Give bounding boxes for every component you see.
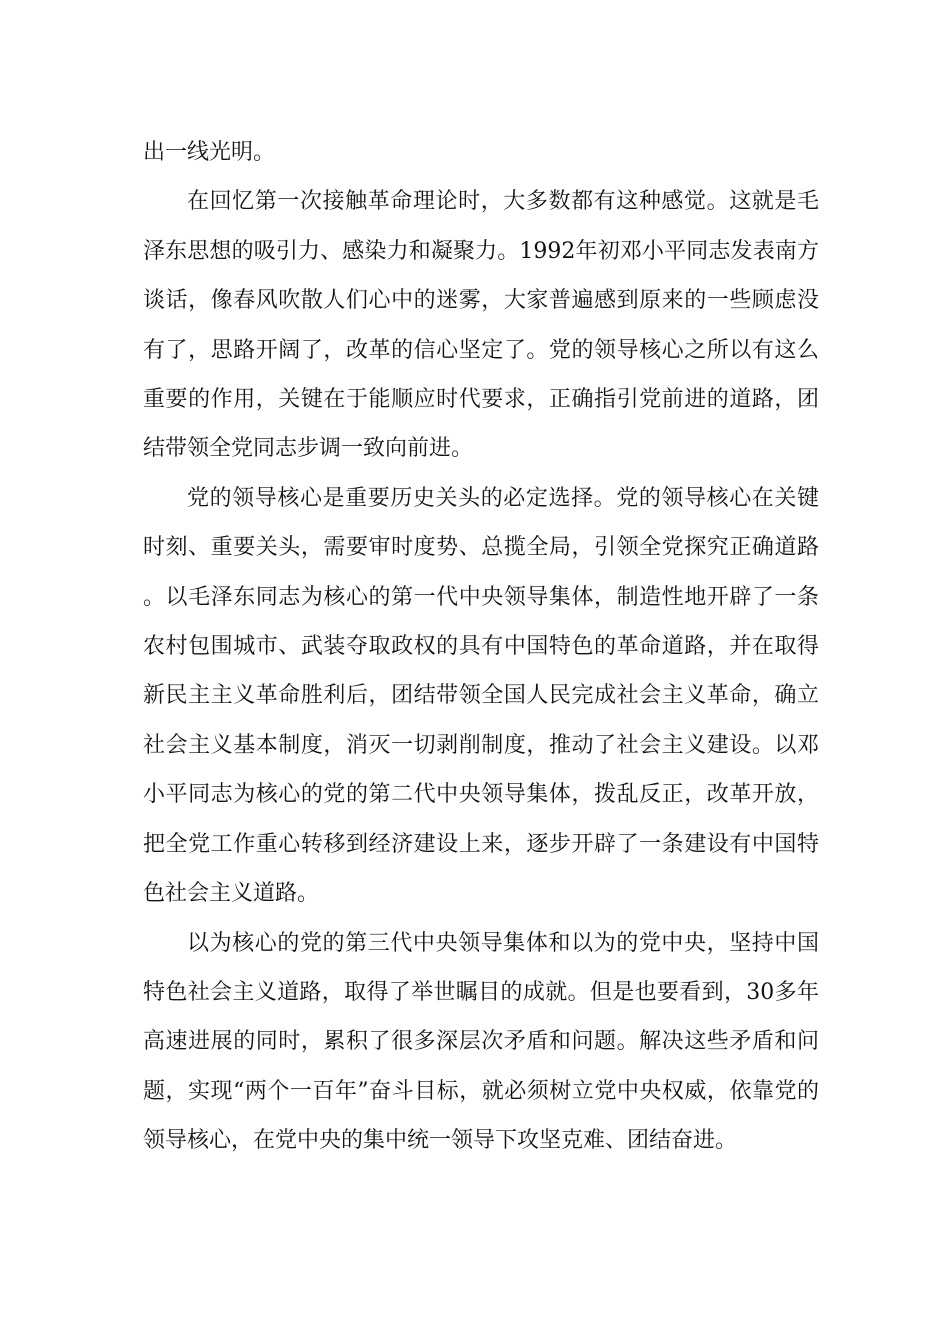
paragraph-1: 出一线光明。 [143, 140, 276, 165]
paragraph-4: 以为核心的党的第三代中央领导集体和以为的党中央，坚持中国特色社会主义道路，取得了举世瞩目的成就。但是也要看到，30多年高速进展的同时，累积了很多深层次矛盾和问题。解决这些矛盾和问题，实现“两个一百年”奋斗目标，就必须树立党中央权威，依靠党的领导核心，在党中央的集中统一领导下攻坚克难、团结奋进。 [143, 930, 819, 1154]
paragraph-3: 党的领导核心是重要历史关头的必定选择。党的领导核心在关键时刻、重要关头，需要审时度势、总揽全局，引领全党探究正确道路。以毛泽东同志为核心的第一代中央领导集体，制造性地开辟了一条农村包围城市、武装夺取政权的具有中国特色的革命道路，并在取得新民主主义革命胜利后，团结带领全国人民完成社会主义革命，确立社会主义基本制度，消灭一切剥削制度，推动了社会主义建设。以邓小平同志为核心的党的第二代中央领导集体，拨乱反正，改革开放，把全党工作重心转移到经济建设上来，逐步开辟了一条建设有中国特色社会主义道路。 [143, 485, 819, 907]
document-body [143, 128, 819, 1166]
paragraph-2: 在回忆第一次接触革命理论时，大多数都有这种感觉。这就是毛泽东思想的吸引力、感染力和凝聚力。1992年初邓小平同志发表南方谈话，像春风吹散人们心中的迷雾，大家普遍感到原来的一些顾虑没有了，思路开阔了，改革的信心坚定了。党的领导核心之所以有这么重要的作用，关键在于能顺应时代要求，正确指引党前进的道路，团结带领全党同志步调一致向前进。 [143, 189, 819, 462]
